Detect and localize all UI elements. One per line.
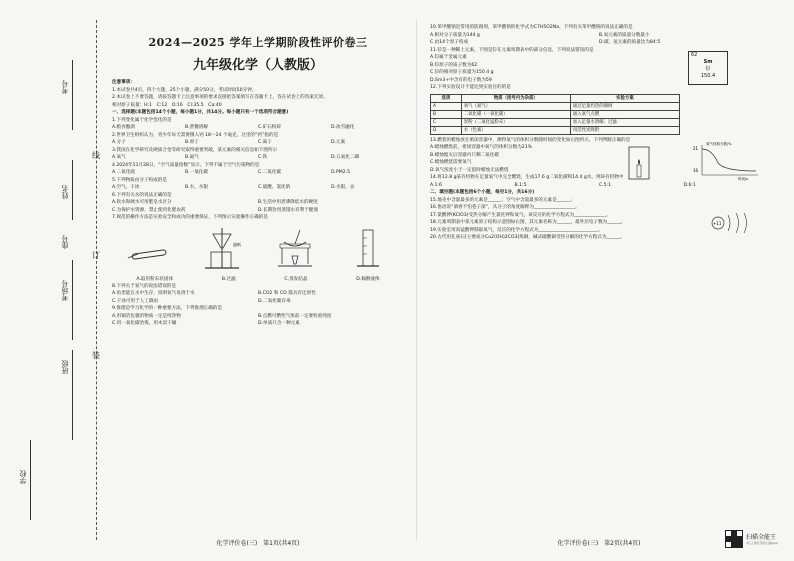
experiment-table [430, 94, 680, 135]
note-item: 相对原子质量：H:1 C:12 O:16 Cl:35.5 Ca:40 [112, 102, 222, 108]
element-card [688, 51, 728, 85]
powder-test-tube-figure [124, 224, 174, 270]
option: D.冰雪融化 [331, 125, 355, 130]
option: B.1:5 [514, 182, 527, 188]
table-row [431, 126, 680, 134]
option: B.蔗糖溶解 [185, 125, 208, 130]
question-stem: 3.我国在化学研究及硬质合金等研究取得重要突破，某元素的相关信息如下图所示 [112, 147, 278, 153]
name-label: 姓名 [61, 185, 69, 199]
option: A.鱼类能在水中生存，说明氧气易溶于水 [112, 291, 195, 296]
table-cell: A [431, 102, 462, 110]
table-row [431, 118, 680, 126]
school-line [30, 440, 31, 520]
section-1-heading: 一、选择题(本题包括14个小题，每小题1分，共14分。每小题只有一个选项符合题意) [112, 110, 289, 115]
option: A.二氧化硫 [112, 170, 135, 175]
table-cell: 水（色素） [461, 126, 570, 134]
table-cell: 二氧化碳（一氧化碳） [461, 110, 570, 118]
notes-heading: 注意事项： [112, 80, 135, 85]
option: A.用锡箔包裹的物质一定是纯净物 [112, 313, 181, 319]
y-tick-top: 21 [693, 145, 699, 151]
question-stem: 14.将12.8 g某有机物在足量氧气中完全燃烧，生成17.6 g二氧化碳和14.4 g水，则该有机物中 [430, 175, 624, 180]
question-stem: 9.推理是学习化学的一种重要方法，下列推理正确的是 [112, 306, 223, 311]
option: C.二氧化碳 [258, 170, 282, 175]
scanner-tagline: 3亿人都在用的扫描App [746, 541, 778, 545]
option: D.二氧化碳有毒 [258, 298, 291, 304]
scanner-brand: 扫描全能王 [746, 534, 777, 541]
table-header: 选项 [431, 94, 462, 102]
option: B.一氧化碳 [185, 170, 208, 175]
option: C.5:1 [599, 182, 612, 188]
room-line [72, 260, 73, 340]
question-4 [112, 162, 404, 177]
question-1 [112, 117, 404, 132]
question-5 [112, 177, 404, 192]
question-stem: 5.下列物质由分子构成的是 [112, 177, 167, 183]
table-row [431, 102, 680, 110]
y-axis-label: 氧气体积分数/% [706, 141, 732, 146]
table-cell: D [431, 126, 462, 134]
fill-question: 18.元素周期表中某元素原子结构示意图如右图，其元素名称为______，最外层电子数为______。 [430, 220, 626, 225]
table-cell: C [431, 118, 462, 126]
number-line [72, 60, 73, 130]
option: C.离子 [258, 140, 272, 145]
option: B.水、水银 [185, 185, 208, 190]
table-cell: 炭粉（二氧化锰粉末） [461, 118, 570, 126]
option: B.钐原子的质子数为62 [430, 62, 478, 68]
option: A.氧气 [112, 155, 126, 160]
element-symbol: Sm [703, 58, 713, 65]
table-cell: 加入足量水溶解、过滤 [570, 118, 679, 126]
fill-question: 19.实验室用高锰酸钾制取氧气，反应的化学方程式为__________________________。 [430, 227, 603, 233]
option: D.PM2.5 [331, 170, 351, 175]
question-stem: 7.规范的操作方法是实验安全和成功的重要保证，下列图示实验操作正确的是 [112, 215, 268, 220]
question-9 [112, 305, 404, 328]
question-stem: 1.下列变化属于化学变化的是 [112, 117, 172, 123]
option: C.钐的相对原子质量为150.4 g [430, 70, 494, 75]
question-12 [430, 84, 768, 135]
cut-mark-2: 订 [92, 251, 100, 260]
seat-label: 座号 [61, 235, 69, 249]
option: B.蜡烛熄灭后容器内只剩二氧化碳 [430, 152, 499, 158]
nucleus-charge: +11 [713, 220, 722, 226]
note-item: 2.本试卷上不要答题，请按答题卡上注意事项的要求直接把答案填写在答题卡上，答在试卷上的答案无效。 [112, 95, 328, 100]
y-tick-bottom: 16 [693, 167, 699, 173]
option: A.蜡烛燃烧前，密闭容器中氧气的体积分数为21% [430, 145, 533, 150]
question-stem: 12.下列实验设计不能达到实验目的的是 [430, 85, 511, 90]
figure-caption: D.倾倒液体 [356, 276, 380, 282]
question-8 [112, 283, 404, 306]
exam-title: 2024—2025 学年上学期阶段性评价卷三 [148, 36, 368, 49]
atomic-number: 62 [691, 51, 698, 58]
apparatus-figures [112, 224, 404, 274]
option: C.由14个原子构成 [430, 40, 469, 45]
fill-question: 20.古代用孔雀石[主要成分Cu2(OH)2CO3]炼铜，碱式碳酸铜受热分解的化学方程式为______。 [430, 235, 625, 240]
binding-margin [0, 0, 104, 561]
option: A.空气、干冰 [112, 185, 140, 190]
option: B.点燃可燃性气体前一定要检验纯度 [258, 313, 332, 319]
figure-caption: C.蒸发结晶 [284, 276, 308, 282]
option: A.相对分子质量为144 g [430, 32, 480, 38]
filter-paper-label: 滤纸 [232, 241, 241, 247]
option: A.1:6 [430, 182, 442, 188]
option: D.长期饮用蒸馏水有利于健康 [258, 207, 319, 213]
option: B.生活中用煮沸降低水的硬度 [258, 200, 318, 205]
option: D.氧气浓度小于一定值时蜡烛无法燃烧 [430, 167, 509, 173]
option: C.铁 [258, 155, 268, 160]
option: D.碳、氢元素的质量比为84:5 [599, 40, 661, 45]
oxygen-curve-chart [692, 141, 762, 181]
option: B.原子 [185, 140, 199, 145]
table-header: 物质（括号内为杂质） [461, 94, 570, 102]
binding-dashed-line [96, 20, 97, 540]
cut-mark-3: 装 [92, 351, 100, 360]
fill-question: 15.地壳中含量最多的元素是______；空气中含量最多的元素是______； [430, 197, 576, 203]
option: D.元素 [331, 140, 346, 145]
question-11 [430, 47, 768, 85]
question-stem: 11.钐是一种稀土元素，下图是钐在元素周期表中的部分信息，下列说法错误的是 [430, 47, 594, 53]
question-10 [430, 24, 768, 47]
option: A.钐属于金属元素 [430, 55, 467, 60]
table-row [431, 110, 680, 118]
question-stem: 2.世界卫生组织认为，青少年每天需要摄入钙 18～24 个毫克，这里的“钙”指的是 [112, 132, 279, 138]
candle-setup-figure [625, 143, 685, 183]
filtration-figure [197, 224, 247, 270]
atomic-mass: 150.4 [700, 72, 716, 79]
option: D.Sm3+中含有的电子数为59 [430, 77, 492, 83]
figure-caption: A.取用粉末状固体 [136, 276, 174, 282]
note-item: 1.本试卷共4页，四个大题，25个小题，满分50分，考试时间50分钟。 [112, 87, 257, 93]
page-divider [416, 20, 417, 540]
option: A.粮食酿酒 [112, 125, 135, 130]
qr-code-icon [725, 530, 743, 548]
x-axis-label: 时间/s [738, 176, 749, 181]
question-stem: 6.下列有关水的说法正确的是 [112, 192, 172, 198]
school-label: 学校 [19, 470, 27, 484]
question-3 [112, 147, 404, 162]
question-stem: 13.燃着的蜡烛放在密闭容器中，测得氧气的体积分数随时间的变化如右图所示，下列判断正确的是 [430, 137, 631, 143]
option: B.CO2 和 CO 都具有还原性 [258, 291, 316, 296]
number-label: 考号 [61, 80, 69, 94]
page-2 [430, 24, 768, 547]
exam-subtitle: 九年级化学（人教版） [192, 58, 323, 73]
figure-caption: B.过滤 [221, 276, 236, 282]
option: A.软水和硬水可用肥皂水区分 [112, 200, 172, 205]
option: B.氮气 [185, 155, 199, 160]
option: D.水银、汞 [331, 185, 355, 190]
exam-room-label: 考场号 [61, 280, 69, 301]
option: D.五氧化二磷 [331, 155, 359, 160]
question-6 [112, 192, 404, 215]
fill-question: 16.俗语说“酒香不怕巷子深”，从分子的角度解释为__________________。 [430, 205, 580, 210]
class-label: 班级 [61, 360, 69, 374]
option: B.氧元素的质量分数最小 [599, 32, 650, 38]
section-2-heading: 二、填空题(本题包括6个小题，每空1分，共16分) [430, 190, 535, 195]
table-cell: B [431, 110, 462, 118]
fill-question: 17.氯酸钾(KClO3)受热分解产生氯化钾和氧气，该反应的化学方程式为______________。 [430, 212, 611, 218]
option: A.分子 [112, 140, 126, 145]
option: C.用一氧化碳冶炼，用木炭干燥 [112, 321, 177, 326]
question-7 [112, 214, 404, 283]
option: D.单质只含一种元素 [258, 321, 300, 326]
table-header: 实验方案 [570, 94, 679, 102]
page-2-footer: 化学评价卷(三) 第2页(共4页) [557, 540, 641, 547]
cut-mark-1: 线 [92, 151, 100, 160]
graduated-cylinder-figure [343, 224, 393, 270]
name-line [72, 160, 73, 220]
table-cell: 通过足量灼热的铜网 [570, 102, 679, 110]
option: C.为保护水资源，禁止使用化肥农药 [112, 207, 186, 213]
element-name: 钐 [705, 65, 711, 72]
option: C.硫酸、氯化钠 [258, 185, 291, 190]
option: C.干冰可用于人工降雨 [112, 298, 159, 304]
class-line [72, 350, 73, 440]
table-cell: 用活性炭吸附 [570, 126, 679, 134]
page-1 [112, 24, 404, 547]
option: C.矿石粉碎 [258, 125, 282, 130]
question-stem: 8.下列关于氧气的说法错误的是 [112, 283, 177, 289]
page-1-footer: 化学评价卷(三) 第1页(共4页) [216, 540, 300, 547]
question-stem: 4.2024年11月28日，“空气质量指数”显示，下列不属于空气污染物的是 [112, 162, 260, 168]
atom-structure-diagram [708, 211, 758, 235]
question-stem: 10.苯甲酸钠是常用的防腐剂，苯甲酸钠的化学式为C7H5O2Na，下列有关苯甲酸钠的说法正确的是 [430, 25, 633, 30]
option: C.蜡烛燃烧需要氧气 [430, 160, 472, 165]
table-cell: 通入氧气点燃 [570, 110, 679, 118]
question-2 [112, 132, 404, 147]
evaporation-figure [270, 224, 320, 270]
scanner-watermark [746, 532, 778, 545]
table-cell: 氧气（氮气） [461, 102, 570, 110]
option: D.6:1 [683, 182, 696, 188]
